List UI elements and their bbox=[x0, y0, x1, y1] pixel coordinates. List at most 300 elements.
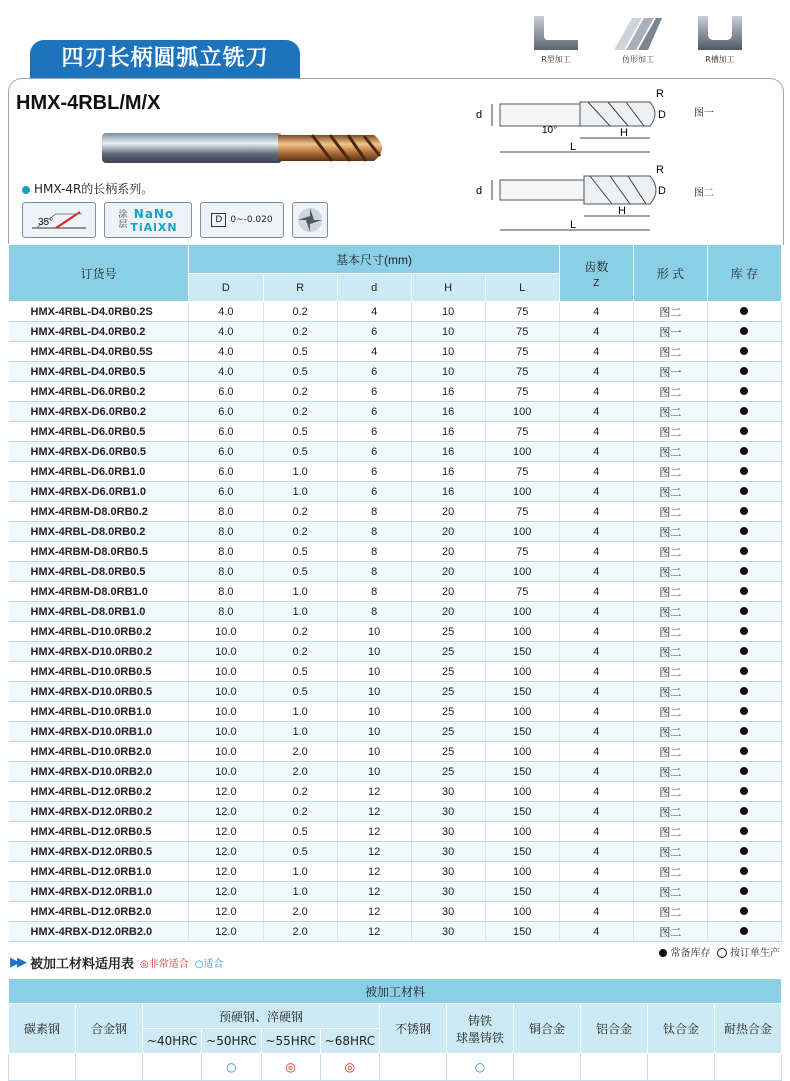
table-cell: 20 bbox=[411, 582, 485, 602]
table-cell: 12 bbox=[337, 822, 411, 842]
table-row bbox=[9, 742, 782, 762]
table-cell: 图二 bbox=[633, 562, 707, 582]
table-cell: HMX-4RBX-D12.0RB2.0 bbox=[9, 922, 189, 942]
table-cell: 75 bbox=[485, 322, 559, 342]
table-cell: 150 bbox=[485, 842, 559, 862]
r-profile-icon bbox=[526, 12, 586, 65]
table-cell: 8.0 bbox=[189, 562, 263, 582]
order-circle-icon bbox=[717, 948, 727, 958]
table-cell: HMX-4RBM-D8.0RB1.0 bbox=[9, 582, 189, 602]
table-cell: 4 bbox=[559, 902, 633, 922]
table-row bbox=[9, 622, 782, 642]
table-cell: 8 bbox=[337, 582, 411, 602]
stock-cell bbox=[707, 662, 781, 682]
materials-table bbox=[8, 978, 782, 1081]
fig1-dim-d: d bbox=[476, 109, 483, 121]
table-cell: 150 bbox=[485, 802, 559, 822]
table-cell: 1.0 bbox=[263, 482, 337, 502]
table-cell: HMX-4RBX-D10.0RB1.0 bbox=[9, 722, 189, 742]
table-cell: 图二 bbox=[633, 742, 707, 762]
materials-heading bbox=[10, 953, 223, 972]
table-row bbox=[9, 682, 782, 702]
table-cell: HMX-4RBL-D12.0RB2.0 bbox=[9, 902, 189, 922]
stock-dot-icon bbox=[740, 927, 748, 935]
table-cell: 100 bbox=[485, 662, 559, 682]
table-cell: 图一 bbox=[633, 362, 707, 382]
table-cell: 图二 bbox=[633, 842, 707, 862]
table-cell: 16 bbox=[411, 382, 485, 402]
table-cell: 150 bbox=[485, 642, 559, 662]
mat-hardened: 预硬钢、淬硬钢 bbox=[143, 1004, 380, 1029]
table-cell: HMX-4RBL-D4.0RB0.5S bbox=[9, 342, 189, 362]
mat-aluminum: 铝合金 bbox=[581, 1004, 648, 1054]
table-cell: 25 bbox=[411, 702, 485, 722]
suitable-note: ○适合 bbox=[194, 959, 224, 970]
tolerance-symbol: D bbox=[211, 213, 226, 227]
stock-dot-icon bbox=[740, 627, 748, 635]
table-cell: 75 bbox=[485, 302, 559, 322]
table-cell: 图一 bbox=[633, 322, 707, 342]
table-cell: 25 bbox=[411, 722, 485, 742]
table-row bbox=[9, 542, 782, 562]
table-cell: 30 bbox=[411, 802, 485, 822]
table-cell: 75 bbox=[485, 462, 559, 482]
table-cell: 4 bbox=[559, 782, 633, 802]
material-mark-cell: ○ bbox=[202, 1054, 261, 1081]
fig2-dim-d: d bbox=[476, 185, 483, 197]
stock-dot-icon bbox=[740, 407, 748, 415]
table-cell: 75 bbox=[485, 582, 559, 602]
table-cell: 8 bbox=[337, 522, 411, 542]
table-cell: 20 bbox=[411, 602, 485, 622]
table-cell: 0.2 bbox=[263, 642, 337, 662]
table-cell: 4 bbox=[559, 442, 633, 462]
table-row bbox=[9, 902, 782, 922]
table-cell: 10 bbox=[337, 682, 411, 702]
table-cell: 图二 bbox=[633, 642, 707, 662]
coating-badge bbox=[104, 202, 192, 238]
table-cell: 图二 bbox=[633, 782, 707, 802]
table-row bbox=[9, 642, 782, 662]
table-cell: 20 bbox=[411, 562, 485, 582]
table-cell: 100 bbox=[485, 522, 559, 542]
stock-dot-icon bbox=[740, 747, 748, 755]
table-cell: 4 bbox=[559, 382, 633, 402]
stock-cell bbox=[707, 622, 781, 642]
tolerance-badge bbox=[200, 202, 284, 238]
very-suitable-note: ◎非常适合 bbox=[140, 959, 189, 970]
table-cell: 4 bbox=[559, 882, 633, 902]
table-cell: 30 bbox=[411, 782, 485, 802]
stock-cell bbox=[707, 822, 781, 842]
figure-2-drawing bbox=[470, 164, 690, 236]
stock-cell bbox=[707, 722, 781, 742]
stock-cell bbox=[707, 342, 781, 362]
table-cell: 4 bbox=[559, 642, 633, 662]
machining-type-icons bbox=[526, 12, 750, 65]
table-row bbox=[9, 502, 782, 522]
table-row bbox=[9, 602, 782, 622]
table-cell: 150 bbox=[485, 762, 559, 782]
legend-stock-text: 常备库存 bbox=[670, 948, 711, 959]
stock-cell bbox=[707, 842, 781, 862]
table-cell: 12 bbox=[337, 782, 411, 802]
mat-cast-iron bbox=[447, 1004, 514, 1054]
table-cell: HMX-4RBL-D6.0RB0.2 bbox=[9, 382, 189, 402]
table-cell: 16 bbox=[411, 482, 485, 502]
table-cell: 4.0 bbox=[189, 322, 263, 342]
table-cell: 图二 bbox=[633, 722, 707, 742]
model-name: HMX-4RBL/M/X bbox=[16, 92, 161, 114]
table-cell: HMX-4RBL-D6.0RB1.0 bbox=[9, 462, 189, 482]
table-row bbox=[9, 802, 782, 822]
table-cell: HMX-4RBL-D12.0RB1.0 bbox=[9, 862, 189, 882]
table-cell: 图二 bbox=[633, 802, 707, 822]
table-cell: 图二 bbox=[633, 502, 707, 522]
table-cell: HMX-4RBX-D10.0RB0.5 bbox=[9, 682, 189, 702]
stock-dot-icon bbox=[740, 687, 748, 695]
stock-dot-icon bbox=[740, 607, 748, 615]
table-cell: 图二 bbox=[633, 902, 707, 922]
table-cell: HMX-4RBX-D10.0RB0.2 bbox=[9, 642, 189, 662]
table-cell: 0.5 bbox=[263, 562, 337, 582]
table-cell: 图二 bbox=[633, 862, 707, 882]
table-cell: 1.0 bbox=[263, 702, 337, 722]
table-cell: 4 bbox=[559, 342, 633, 362]
table-cell: 12.0 bbox=[189, 862, 263, 882]
stock-cell bbox=[707, 462, 781, 482]
fig2-dim-D: D bbox=[658, 185, 666, 197]
table-cell: 0.5 bbox=[263, 842, 337, 862]
table-cell: 1.0 bbox=[263, 462, 337, 482]
table-row bbox=[9, 862, 782, 882]
stock-dot-icon bbox=[740, 347, 748, 355]
table-cell: HMX-4RBL-D10.0RB1.0 bbox=[9, 702, 189, 722]
material-mark-cell bbox=[9, 1054, 76, 1081]
table-cell: 图二 bbox=[633, 662, 707, 682]
stock-cell bbox=[707, 562, 781, 582]
table-cell: 6 bbox=[337, 482, 411, 502]
table-cell: 20 bbox=[411, 522, 485, 542]
table-cell: 4 bbox=[559, 762, 633, 782]
stock-dot-icon bbox=[740, 867, 748, 875]
table-cell: 8.0 bbox=[189, 602, 263, 622]
table-cell: 图二 bbox=[633, 822, 707, 842]
table-cell: 10 bbox=[411, 302, 485, 322]
table-cell: 6 bbox=[337, 442, 411, 462]
stock-cell bbox=[707, 642, 781, 662]
table-cell: HMX-4RBL-D6.0RB0.5 bbox=[9, 422, 189, 442]
stock-dot-icon bbox=[740, 807, 748, 815]
table-cell: 12 bbox=[337, 902, 411, 922]
table-cell: 图二 bbox=[633, 882, 707, 902]
mat-titanium: 钛合金 bbox=[648, 1004, 715, 1054]
table-cell: 10 bbox=[337, 702, 411, 722]
table-cell: 30 bbox=[411, 902, 485, 922]
hrc-50: ~50HRC bbox=[202, 1029, 261, 1054]
stock-dot-icon bbox=[740, 327, 748, 335]
table-cell: 8 bbox=[337, 542, 411, 562]
table-cell: 100 bbox=[485, 702, 559, 722]
table-cell: 图二 bbox=[633, 522, 707, 542]
spec-table-body bbox=[9, 302, 782, 942]
table-cell: 16 bbox=[411, 422, 485, 442]
table-cell: 16 bbox=[411, 402, 485, 422]
fig2-dim-H: H bbox=[618, 205, 626, 217]
table-cell: 4 bbox=[559, 562, 633, 582]
table-cell: 12 bbox=[337, 802, 411, 822]
header-teeth-sub: Z bbox=[593, 277, 600, 289]
table-row bbox=[9, 362, 782, 382]
table-cell: 0.5 bbox=[263, 682, 337, 702]
table-cell: 0.5 bbox=[263, 342, 337, 362]
table-cell: 75 bbox=[485, 542, 559, 562]
table-cell: 0.2 bbox=[263, 622, 337, 642]
table-cell: 4 bbox=[559, 522, 633, 542]
stock-cell bbox=[707, 482, 781, 502]
mat-alloy-steel: 合金钢 bbox=[76, 1004, 143, 1054]
table-cell: 100 bbox=[485, 482, 559, 502]
table-cell: 图二 bbox=[633, 542, 707, 562]
table-cell: 4 bbox=[559, 822, 633, 842]
table-cell: HMX-4RBL-D4.0RB0.2 bbox=[9, 322, 189, 342]
table-cell: 12 bbox=[337, 882, 411, 902]
table-cell: 4 bbox=[559, 862, 633, 882]
table-cell: 10 bbox=[411, 362, 485, 382]
table-cell: 75 bbox=[485, 382, 559, 402]
table-cell: 8 bbox=[337, 502, 411, 522]
table-cell: HMX-4RBL-D4.0RB0.2S bbox=[9, 302, 189, 322]
table-cell: 10.0 bbox=[189, 742, 263, 762]
stock-cell bbox=[707, 322, 781, 342]
double-arrow-icon: ▶▶ bbox=[10, 955, 24, 970]
table-row bbox=[9, 302, 782, 322]
table-cell: 25 bbox=[411, 742, 485, 762]
table-cell: 25 bbox=[411, 622, 485, 642]
header-d: d bbox=[337, 274, 411, 302]
stock-dot-icon bbox=[740, 507, 748, 515]
table-cell: 10.0 bbox=[189, 702, 263, 722]
header-D: D bbox=[189, 274, 263, 302]
table-cell: HMX-4RBM-D8.0RB0.5 bbox=[9, 542, 189, 562]
table-cell: 30 bbox=[411, 882, 485, 902]
fig1-angle: 10° bbox=[542, 125, 558, 136]
table-cell: 100 bbox=[485, 622, 559, 642]
table-cell: 0.5 bbox=[263, 442, 337, 462]
table-cell: 6.0 bbox=[189, 382, 263, 402]
table-row bbox=[9, 562, 782, 582]
stock-dot-icon bbox=[740, 527, 748, 535]
header-L: L bbox=[485, 274, 559, 302]
stock-cell bbox=[707, 522, 781, 542]
table-cell: 6.0 bbox=[189, 482, 263, 502]
table-cell: 75 bbox=[485, 422, 559, 442]
table-cell: 2.0 bbox=[263, 742, 337, 762]
table-cell: 12.0 bbox=[189, 902, 263, 922]
stock-cell bbox=[707, 402, 781, 422]
table-cell: 图二 bbox=[633, 622, 707, 642]
table-row bbox=[9, 582, 782, 602]
table-cell: 100 bbox=[485, 822, 559, 842]
table-cell: HMX-4RBL-D4.0RB0.5 bbox=[9, 362, 189, 382]
fig1-dim-R: R bbox=[656, 88, 664, 100]
table-row bbox=[9, 722, 782, 742]
fig1-dim-D: D bbox=[658, 109, 666, 121]
table-cell: 1.0 bbox=[263, 862, 337, 882]
table-cell: 25 bbox=[411, 762, 485, 782]
table-cell: 6 bbox=[337, 362, 411, 382]
helix-angle-badge bbox=[22, 202, 96, 238]
table-cell: 图二 bbox=[633, 422, 707, 442]
stock-dot-icon bbox=[740, 887, 748, 895]
table-cell: 20 bbox=[411, 542, 485, 562]
table-cell: 10.0 bbox=[189, 722, 263, 742]
table-cell: 6 bbox=[337, 422, 411, 442]
material-mark-cell bbox=[581, 1054, 648, 1081]
table-cell: 0.2 bbox=[263, 402, 337, 422]
table-cell: 10.0 bbox=[189, 682, 263, 702]
stock-dot-icon bbox=[740, 827, 748, 835]
table-row bbox=[9, 462, 782, 482]
hrc-55: ~55HRC bbox=[261, 1029, 320, 1054]
table-cell: 100 bbox=[485, 742, 559, 762]
header-order-code: 订货号 bbox=[9, 245, 189, 302]
feature-badges bbox=[22, 202, 328, 238]
table-cell: 6.0 bbox=[189, 422, 263, 442]
material-mark-cell: ○ bbox=[447, 1054, 514, 1081]
table-cell: 30 bbox=[411, 862, 485, 882]
table-cell: 0.2 bbox=[263, 322, 337, 342]
mat-stainless: 不锈钢 bbox=[380, 1004, 447, 1054]
stock-dot-icon bbox=[740, 767, 748, 775]
materials-title: 被加工材料适用表 bbox=[30, 957, 135, 972]
table-cell: 150 bbox=[485, 682, 559, 702]
table-cell: 12.0 bbox=[189, 802, 263, 822]
table-cell: 30 bbox=[411, 922, 485, 942]
table-cell: 6 bbox=[337, 462, 411, 482]
table-cell: 4 bbox=[559, 502, 633, 522]
fig2-dim-R: R bbox=[656, 164, 664, 176]
stock-cell bbox=[707, 682, 781, 702]
table-cell: HMX-4RBM-D8.0RB0.2 bbox=[9, 502, 189, 522]
table-cell: 0.2 bbox=[263, 302, 337, 322]
table-cell: 4 bbox=[559, 362, 633, 382]
table-cell: 100 bbox=[485, 562, 559, 582]
table-cell: 4 bbox=[559, 682, 633, 702]
table-row bbox=[9, 402, 782, 422]
table-cell: 0.2 bbox=[263, 502, 337, 522]
table-row bbox=[9, 822, 782, 842]
table-cell: 10.0 bbox=[189, 762, 263, 782]
profile-copy-label: 仿形加工 bbox=[622, 55, 654, 64]
table-cell: 10.0 bbox=[189, 642, 263, 662]
table-cell: 4 bbox=[559, 542, 633, 562]
stock-dot-icon bbox=[740, 907, 748, 915]
table-cell: 12 bbox=[337, 862, 411, 882]
table-cell: 10 bbox=[337, 642, 411, 662]
table-cell: 1.0 bbox=[263, 722, 337, 742]
table-cell: 4 bbox=[559, 702, 633, 722]
table-cell: 图二 bbox=[633, 302, 707, 322]
stock-cell bbox=[707, 922, 781, 942]
table-cell: 0.5 bbox=[263, 422, 337, 442]
table-cell: 30 bbox=[411, 822, 485, 842]
table-cell: 4 bbox=[337, 342, 411, 362]
table-row bbox=[9, 422, 782, 442]
figure-1-drawing bbox=[470, 88, 690, 160]
table-cell: 图二 bbox=[633, 682, 707, 702]
material-mark-cell bbox=[143, 1054, 202, 1081]
table-cell: 4 bbox=[559, 482, 633, 502]
materials-header-top: 被加工材料 bbox=[9, 979, 782, 1004]
table-cell: 8 bbox=[337, 602, 411, 622]
table-cell: 20 bbox=[411, 502, 485, 522]
table-cell: 图二 bbox=[633, 762, 707, 782]
table-cell: 4 bbox=[559, 622, 633, 642]
table-cell: 4 bbox=[559, 842, 633, 862]
table-cell: 4 bbox=[559, 402, 633, 422]
table-cell: 图二 bbox=[633, 342, 707, 362]
header-R: R bbox=[263, 274, 337, 302]
table-cell: 4 bbox=[559, 742, 633, 762]
table-row bbox=[9, 922, 782, 942]
table-cell: 12 bbox=[337, 842, 411, 862]
table-cell: 4 bbox=[559, 582, 633, 602]
table-cell: 100 bbox=[485, 902, 559, 922]
table-cell: 150 bbox=[485, 922, 559, 942]
table-cell: 10 bbox=[337, 762, 411, 782]
table-cell: HMX-4RBL-D12.0RB0.2 bbox=[9, 782, 189, 802]
materials-marks-row bbox=[9, 1054, 782, 1081]
table-cell: 150 bbox=[485, 722, 559, 742]
stock-dot-icon bbox=[740, 307, 748, 315]
table-cell: 1.0 bbox=[263, 602, 337, 622]
coating-tialxn: TiAlXN bbox=[130, 220, 178, 234]
table-row bbox=[9, 782, 782, 802]
table-cell: 1.0 bbox=[263, 582, 337, 602]
table-cell: 8 bbox=[337, 562, 411, 582]
table-cell: 0.2 bbox=[263, 782, 337, 802]
stock-cell bbox=[707, 702, 781, 722]
stock-cell bbox=[707, 382, 781, 402]
table-cell: 0.5 bbox=[263, 662, 337, 682]
fig1-dim-L: L bbox=[570, 141, 577, 153]
figure-1-label: 图一 bbox=[694, 108, 714, 119]
table-cell: 1.0 bbox=[263, 882, 337, 902]
table-cell: 10.0 bbox=[189, 622, 263, 642]
table-cell: 100 bbox=[485, 402, 559, 422]
table-cell: 12.0 bbox=[189, 842, 263, 862]
table-cell: 2.0 bbox=[263, 762, 337, 782]
stock-dot-icon bbox=[740, 587, 748, 595]
stock-cell bbox=[707, 502, 781, 522]
table-cell: 75 bbox=[485, 502, 559, 522]
stock-cell bbox=[707, 902, 781, 922]
stock-cell bbox=[707, 422, 781, 442]
table-cell: 6.0 bbox=[189, 402, 263, 422]
table-cell: 10.0 bbox=[189, 662, 263, 682]
table-cell: 150 bbox=[485, 882, 559, 902]
table-cell: HMX-4RBX-D10.0RB2.0 bbox=[9, 762, 189, 782]
table-cell: 100 bbox=[485, 602, 559, 622]
table-row bbox=[9, 882, 782, 902]
table-cell: 12.0 bbox=[189, 922, 263, 942]
table-cell: 4 bbox=[559, 662, 633, 682]
table-cell: HMX-4RBX-D6.0RB0.5 bbox=[9, 442, 189, 462]
header-teeth bbox=[559, 245, 633, 302]
table-cell: HMX-4RBL-D12.0RB0.5 bbox=[9, 822, 189, 842]
table-cell: 4.0 bbox=[189, 362, 263, 382]
